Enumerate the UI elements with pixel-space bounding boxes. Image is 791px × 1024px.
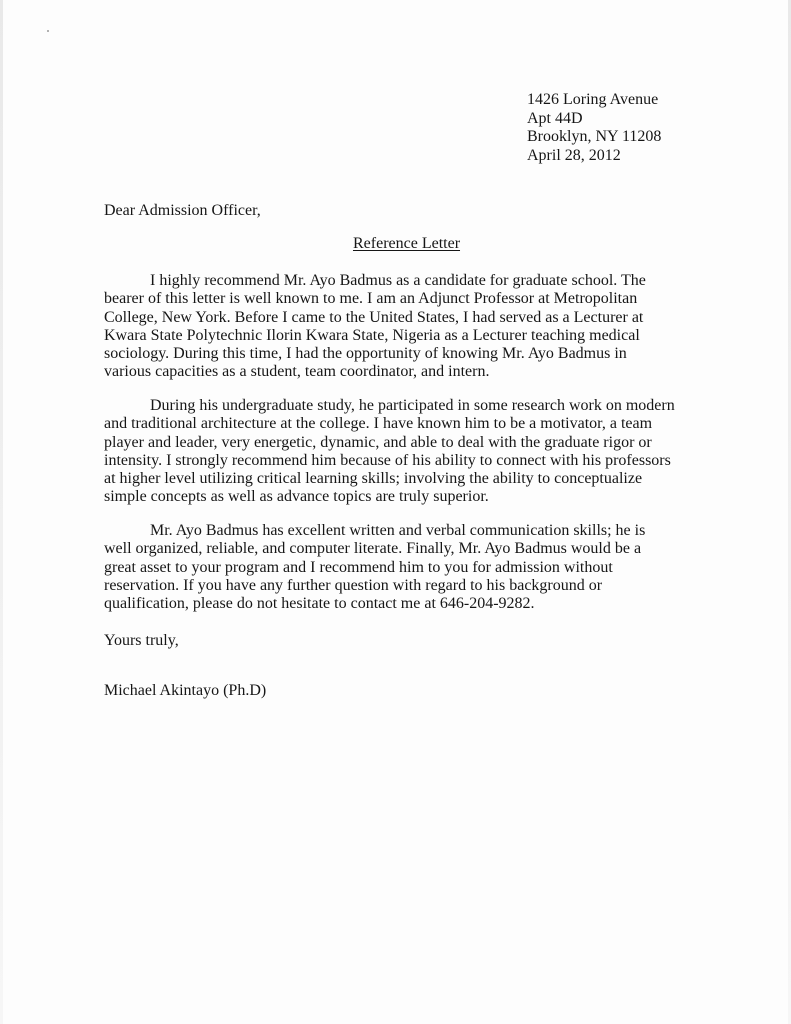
scan-left-edge bbox=[0, 0, 3, 1024]
signer-name: Michael Akintayo (Ph.D) bbox=[104, 682, 267, 699]
address-apartment: Apt 44D bbox=[527, 109, 583, 127]
paragraph-line: sociology. During this time, I had the opportunity of knowing Mr. Ayo Badmus in bbox=[104, 345, 627, 363]
sender-address bbox=[527, 91, 661, 166]
address-city-state-zip: Brooklyn, NY 11208 bbox=[527, 128, 662, 146]
paragraph-line: and traditional architecture at the college. I have known him to be a motivator, a team bbox=[104, 415, 653, 433]
subject-text: Reference Letter bbox=[352, 235, 461, 252]
paragraph-line: qualification, please do not hesitate to contact me at 646-204-9282. bbox=[104, 595, 535, 613]
paragraph-line: Mr. Ayo Badmus has excellent written and verbal communication skills; he is bbox=[150, 522, 646, 539]
paragraph-line: various capacities as a student, team coordinator, and intern. bbox=[104, 363, 490, 381]
paragraph-line: College, New York. Before I came to the United States, I had served as a Lecturer at bbox=[104, 308, 644, 326]
address-street: 1426 Loring Avenue bbox=[527, 91, 659, 108]
paragraph-line: intensity. I strongly recommend him because of his ability to connect with his professors bbox=[104, 451, 671, 469]
paragraph-line: reservation. If you have any further question with regard to his background or bbox=[104, 576, 603, 594]
paragraph-line: simple concepts as well as advance topics are truly superior. bbox=[104, 488, 489, 506]
subject-line bbox=[0, 234, 791, 253]
closing: Yours truly, bbox=[104, 632, 179, 649]
paragraph-line: at higher level utilizing critical learning skills; involving the ability to conceptualize bbox=[104, 470, 643, 488]
paragraph-line: player and leader, very energetic, dynamic, and able to deal with the graduate rigor or bbox=[104, 433, 652, 451]
paragraph-3 bbox=[104, 522, 645, 613]
scan-speck bbox=[47, 30, 49, 32]
salutation: Dear Admission Officer, bbox=[104, 202, 261, 219]
paragraph-line: well organized, reliable, and computer literate. Finally, Mr. Ayo Badmus would be a bbox=[104, 540, 642, 558]
letter-date: April 28, 2012 bbox=[527, 147, 621, 165]
paragraph-2 bbox=[104, 397, 675, 507]
paragraph-line: bearer of this letter is well known to me. I am an Adjunct Professor at Metropolitan bbox=[104, 290, 638, 308]
paragraph-line: great asset to your program and I recommend him to you for admission without bbox=[104, 558, 613, 576]
paragraph-line: During his undergraduate study, he participated in some research work on modern bbox=[150, 397, 675, 414]
paragraph-1 bbox=[104, 272, 646, 382]
paragraph-line: Kwara State Polytechnic Ilorin Kwara State, Nigeria as a Lecturer teaching medical bbox=[104, 326, 640, 344]
paragraph-line: I highly recommend Mr. Ayo Badmus as a candidate for graduate school. The bbox=[150, 272, 646, 289]
